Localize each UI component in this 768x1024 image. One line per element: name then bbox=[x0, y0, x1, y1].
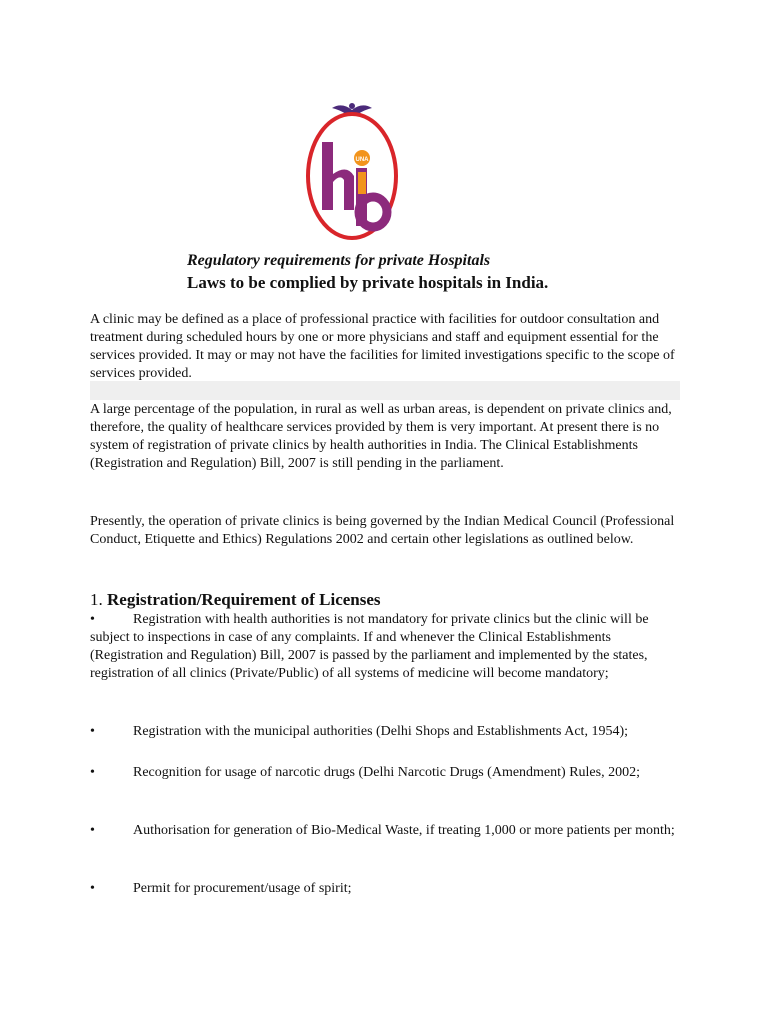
list-item bbox=[90, 611, 680, 683]
paragraph-regulations: Presently, the operation of private clinics is being governed by the Indian Medical Council (Professional Conduct, Etiquette and Ethics) Regulations 2002 and certain other legislations as outlined below. bbox=[90, 514, 675, 547]
list-item bbox=[90, 764, 680, 782]
section-heading bbox=[90, 590, 381, 610]
bullet-marker: • bbox=[90, 724, 95, 739]
list-item bbox=[90, 723, 680, 741]
document-subtitle: Regulatory requirements for private Hospitals bbox=[187, 252, 491, 269]
paragraph-population: A large percentage of the population, in rural as well as urban areas, is dependent on private clinics and, therefore, the quality of healthcare services provided by them is very important. At present there is no system of registration of private clinics by health authorities in India. The Clinical Establishments (Registration and Regulation) Bill, 2007 is still pending in the parliament. bbox=[90, 402, 672, 471]
paragraph-clinic-definition: A clinic may be defined as a place of professional practice with facilities for outdoor consultation and treatment during scheduled hours by one or more physicians and staff and equipment essential for the services provided. It may or may not have the facilities for limited investigations specific to the scope of services provided. bbox=[90, 312, 675, 381]
section-number: 1. bbox=[90, 590, 107, 609]
highlight-band bbox=[90, 381, 680, 400]
list-item-text: Authorisation for generation of Bio-Medical Waste, if treating 1,000 or more patients per month; bbox=[133, 823, 675, 838]
list-item-text: Permit for procurement/usage of spirit; bbox=[133, 881, 352, 896]
list-item-text: Recognition for usage of narcotic drugs (Delhi Narcotic Drugs (Amendment) Rules, 2002; bbox=[133, 765, 640, 780]
bullet-marker: • bbox=[90, 823, 95, 838]
logo-badge-text: UNA bbox=[355, 157, 369, 163]
bullet-marker: • bbox=[90, 765, 95, 780]
list-item bbox=[90, 880, 680, 898]
bullet-marker: • bbox=[90, 612, 95, 627]
hospital-logo bbox=[302, 100, 402, 242]
hospital-logo-emblem bbox=[302, 100, 402, 242]
list-item bbox=[90, 822, 680, 840]
list-item-text: Registration with the municipal authorities (Delhi Shops and Establishments Act, 1954); bbox=[133, 724, 628, 739]
bullet-marker: • bbox=[90, 881, 95, 896]
section-heading-text: Registration/Requirement of Licenses bbox=[107, 590, 381, 609]
document-title: Laws to be complied by private hospitals in India. bbox=[187, 273, 549, 292]
list-item-text: Registration with health authorities is not mandatory for private clinics but the clinic will be subject to inspections in case of any complaints. If and whenever the Clinical Establishments (Registration and Regulation) Bill, 2007 is passed by the parliament and implemented by the states, registration of all clinics (Private/Public) of all systems of medicine will become mandatory; bbox=[90, 612, 649, 681]
